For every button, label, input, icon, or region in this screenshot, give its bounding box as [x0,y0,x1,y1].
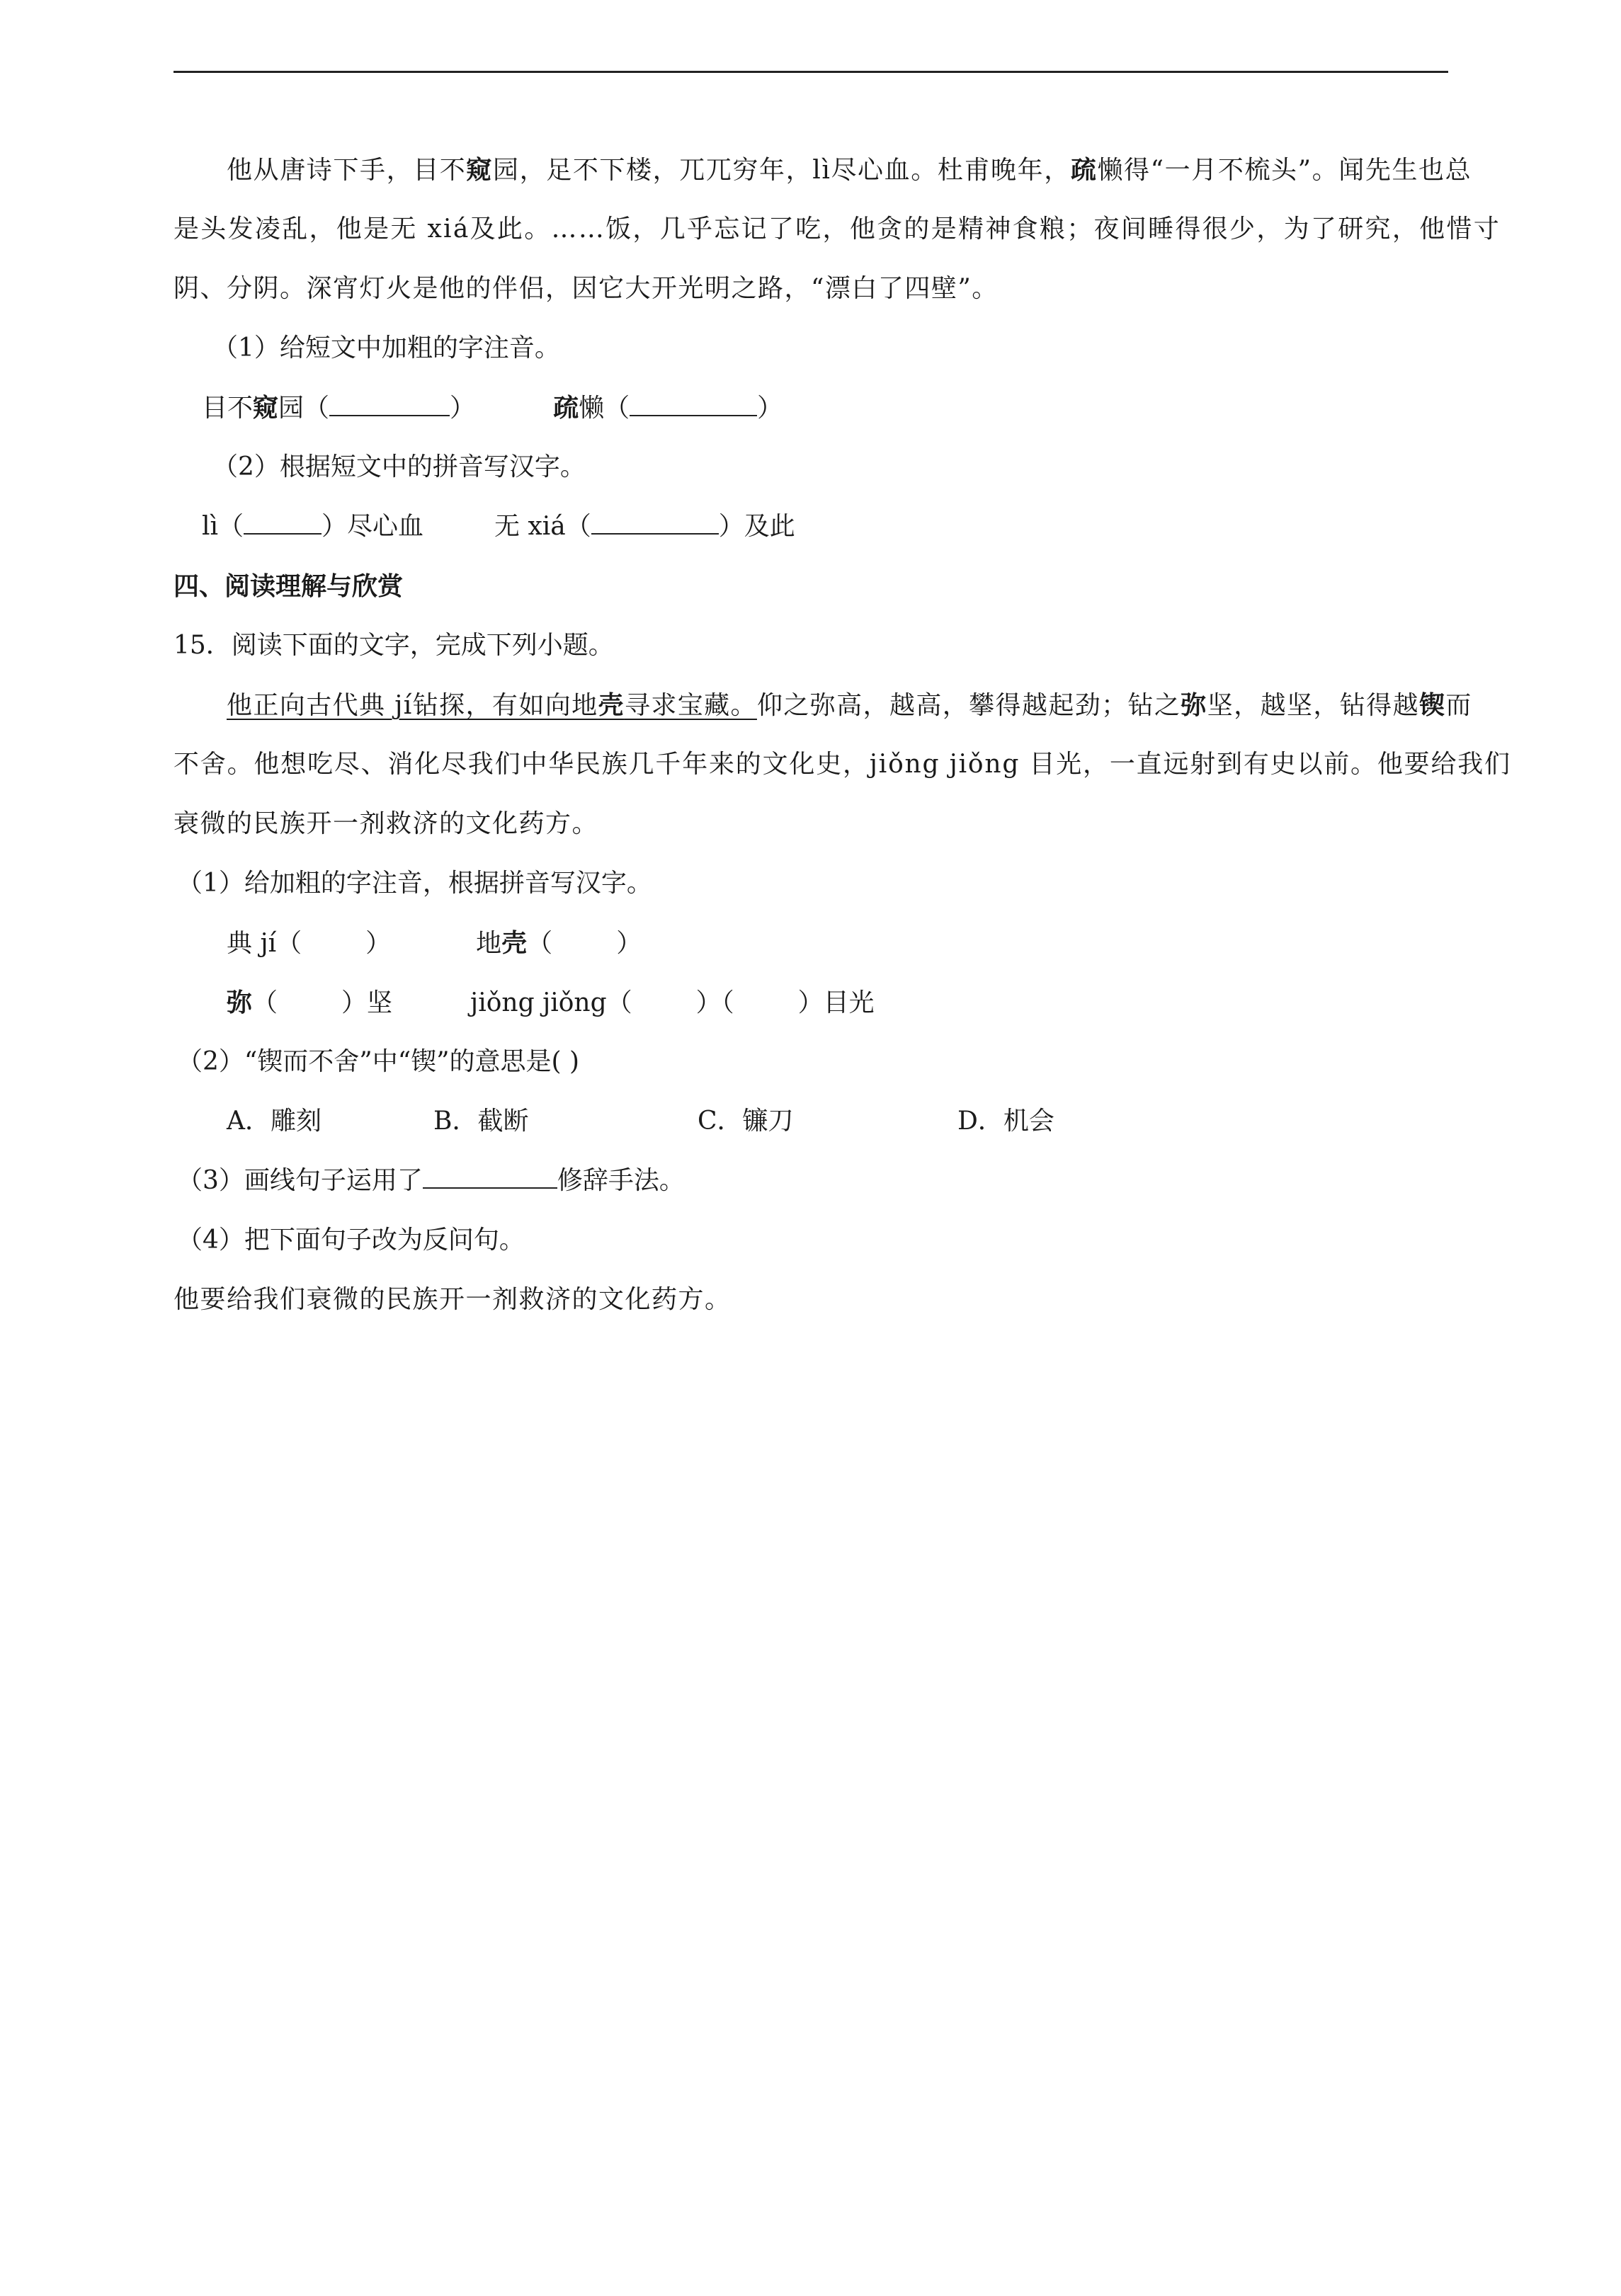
q15-sub1-row1: 典 jí（ ） 地壳（ ） [227,928,642,958]
q15-sub4-prompt: （4）把下面句子改为反问句。 [177,1226,525,1255]
q15-title: 15．阅读下面的文字，完成下列小题。 [174,631,614,660]
q15-sub1-prompt: （1）给加粗的字注音，根据拼音写汉字。 [177,869,652,898]
q1-prompt: （1）给短文中加粗的字注音。 [212,333,560,362]
passage1-line2: 是头发凌乱，他是无 xiá及此。……饭，几乎忘记了吃，他贪的是精神食粮；夜间睡得很少，为了研究，他惜寸 [174,215,1501,244]
q15-passage-line2: 不舍。他想吃尽、消化尽我们中华民族几千年来的文化史，jiǒng jiǒng 目光，一直远射到有史以前。他要给我们 [174,750,1511,779]
q2-answer-blank-2[interactable] [591,512,719,535]
q2-items: lì（ ）尽心血 无 xiá（ ）及此 [202,512,795,541]
q2-answer-blank-1[interactable] [244,512,322,535]
option-b[interactable]: B．截断 [433,1107,529,1136]
q15-sub2-prompt: （2）“锲而不舍”中“锲”的意思是( ) [177,1047,580,1076]
option-d[interactable]: D．机会 [957,1107,1054,1136]
passage1-line3: 阴、分阴。深宵灯火是他的伴侣，因它大开光明之路，“漂白了四壁”。 [174,274,999,303]
q15-passage-line1: 他正向古代典 jí钻探，有如向地壳寻求宝藏。仰之弥高，越高，攀得越起劲；钻之弥坚，越坚，钻得越锲而 [227,690,1472,720]
q1-answer-blank-2[interactable] [630,394,757,416]
header-rule [174,71,1448,73]
q15-sub1-row2: 弥（ ）坚 jiǒng jiǒng（ ）（ ）目光 [227,988,875,1017]
passage1-line1: 他从唐诗下手，目不窥园，足不下楼，兀兀穷年，lì尽心血。杜甫晚年，疏懒得“一月不梳头”。闻先生也总 [227,155,1472,185]
option-a[interactable]: A．雕刻 [227,1107,322,1136]
section-heading: 四、阅读理解与欣赏 [174,571,404,601]
underlined-sentence: 他正向古代典 jí钻探，有如向地壳寻求宝藏。 [227,690,757,720]
q15-passage-line3: 衰微的民族开一剂救济的文化药方。 [174,809,599,838]
q15-sub3: （3）画线句子运用了 修辞手法。 [177,1166,685,1195]
q1-answer-blank-1[interactable] [329,394,450,416]
q2-prompt: （2）根据短文中的拼音写汉字。 [212,452,586,481]
option-c[interactable]: C．镰刀 [698,1107,794,1136]
q15-sub3-answer-blank[interactable] [423,1166,557,1189]
q1-items: 目不窥园（ ） 疏懒（ ） [202,393,783,423]
q15-sub4-sentence: 他要给我们衰微的民族开一剂救济的文化药方。 [174,1285,732,1314]
